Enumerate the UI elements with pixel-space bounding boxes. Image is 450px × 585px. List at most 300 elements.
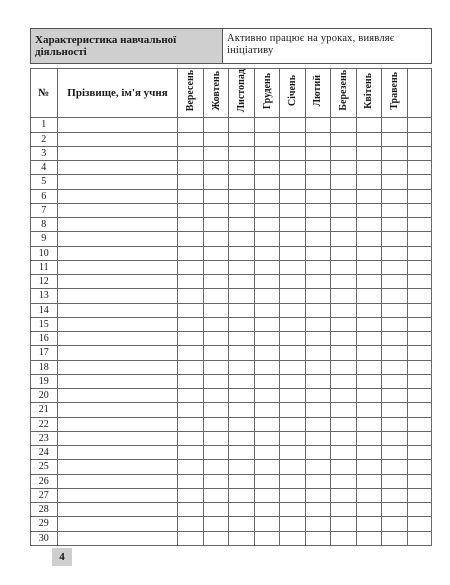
grade-cell: [254, 417, 279, 431]
student-name-cell: [57, 360, 178, 374]
student-name-cell: [57, 517, 178, 531]
student-name-cell: [57, 446, 178, 460]
grade-cell: [331, 517, 356, 531]
grade-cell: [178, 360, 203, 374]
row-number: 15: [31, 317, 58, 331]
row-number: 9: [31, 232, 58, 246]
student-name-cell: [57, 403, 178, 417]
month-label: Лютий: [312, 74, 324, 107]
grade-cell: [203, 488, 228, 502]
row-number: 26: [31, 474, 58, 488]
student-name-cell: [57, 474, 178, 488]
grade-cell: [331, 374, 356, 388]
row-number: 5: [31, 175, 58, 189]
grade-cell: [254, 531, 279, 545]
grade-cell: [382, 118, 407, 132]
grade-cell: [229, 132, 254, 146]
grade-cell: [229, 517, 254, 531]
grade-cell: [254, 232, 279, 246]
grade-cell: [382, 403, 407, 417]
grade-cell: [178, 488, 203, 502]
table-row: [31, 260, 432, 274]
grade-cell: [254, 346, 279, 360]
grade-cell: [280, 275, 305, 289]
month-column-header: [229, 69, 254, 118]
month-label: Січень: [286, 75, 298, 107]
grade-cell: [254, 189, 279, 203]
grade-cell: [178, 474, 203, 488]
grade-cell: [229, 360, 254, 374]
table-row: [31, 460, 432, 474]
row-number: 21: [31, 403, 58, 417]
grade-cell: [407, 374, 431, 388]
grade-cell: [229, 246, 254, 260]
grade-cell: [356, 275, 381, 289]
grade-cell: [280, 431, 305, 445]
grade-cell: [203, 517, 228, 531]
table-header-row: [31, 69, 432, 118]
journal-body: [31, 118, 432, 546]
table-row: [31, 446, 432, 460]
grade-cell: [382, 431, 407, 445]
row-number: 27: [31, 488, 58, 502]
grade-cell: [254, 303, 279, 317]
activity-characteristic: [30, 28, 432, 64]
month-label: Вересень: [185, 69, 197, 112]
grade-cell: [356, 446, 381, 460]
grade-cell: [203, 317, 228, 331]
table-row: [31, 332, 432, 346]
grade-cell: [407, 175, 431, 189]
grade-cell: [382, 189, 407, 203]
grade-cell: [382, 346, 407, 360]
student-name-cell: [57, 531, 178, 545]
grade-cell: [178, 246, 203, 260]
grade-cell: [407, 460, 431, 474]
grade-cell: [280, 146, 305, 160]
table-row: [31, 303, 432, 317]
grade-cell: [305, 389, 330, 403]
grade-cell: [229, 460, 254, 474]
grade-cell: [331, 275, 356, 289]
grade-cell: [280, 474, 305, 488]
grade-cell: [229, 260, 254, 274]
student-name-cell: [57, 303, 178, 317]
grade-cell: [203, 146, 228, 160]
grade-cell: [203, 203, 228, 217]
grade-cell: [229, 488, 254, 502]
grade-cell: [254, 431, 279, 445]
grade-cell: [203, 275, 228, 289]
grade-cell: [305, 260, 330, 274]
grade-cell: [280, 118, 305, 132]
grade-cell: [382, 175, 407, 189]
table-row: [31, 346, 432, 360]
grade-cell: [178, 517, 203, 531]
grade-cell: [407, 488, 431, 502]
empty-column-header: [407, 69, 431, 118]
grade-cell: [356, 503, 381, 517]
grade-cell: [280, 161, 305, 175]
student-name-cell: [57, 503, 178, 517]
grade-cell: [331, 346, 356, 360]
grade-cell: [331, 232, 356, 246]
grade-cell: [229, 474, 254, 488]
grade-cell: [229, 175, 254, 189]
table-row: [31, 417, 432, 431]
grade-cell: [382, 246, 407, 260]
grade-cell: [356, 203, 381, 217]
grade-cell: [331, 488, 356, 502]
grade-cell: [305, 232, 330, 246]
grade-cell: [203, 175, 228, 189]
grade-cell: [356, 317, 381, 331]
grade-cell: [407, 246, 431, 260]
grade-cell: [356, 132, 381, 146]
grade-cell: [305, 417, 330, 431]
grade-cell: [407, 531, 431, 545]
grade-cell: [305, 203, 330, 217]
grade-cell: [254, 132, 279, 146]
grade-cell: [331, 303, 356, 317]
grade-cell: [407, 431, 431, 445]
grade-cell: [331, 203, 356, 217]
student-name-cell: [57, 218, 178, 232]
grade-cell: [229, 203, 254, 217]
grade-cell: [229, 303, 254, 317]
row-number: 10: [31, 246, 58, 260]
student-name-cell: [57, 460, 178, 474]
grade-cell: [305, 517, 330, 531]
grade-cell: [382, 517, 407, 531]
grade-cell: [254, 175, 279, 189]
table-row: [31, 146, 432, 160]
grade-cell: [305, 332, 330, 346]
grade-cell: [203, 303, 228, 317]
grade-cell: [229, 317, 254, 331]
grade-cell: [356, 431, 381, 445]
table-row: [31, 517, 432, 531]
grade-cell: [178, 431, 203, 445]
grade-cell: [331, 403, 356, 417]
grade-cell: [203, 132, 228, 146]
grade-cell: [280, 503, 305, 517]
grade-cell: [254, 146, 279, 160]
grade-cell: [254, 360, 279, 374]
grade-cell: [382, 132, 407, 146]
table-row: [31, 118, 432, 132]
characteristic-value: Активно працює на уроках, виявляє ініціативу: [227, 33, 395, 56]
grade-cell: [280, 517, 305, 531]
grade-cell: [305, 146, 330, 160]
grade-cell: [407, 346, 431, 360]
grade-cell: [356, 488, 381, 502]
grade-cell: [178, 132, 203, 146]
grade-cell: [305, 118, 330, 132]
grade-cell: [254, 503, 279, 517]
grade-cell: [178, 218, 203, 232]
grade-cell: [407, 232, 431, 246]
grade-cell: [254, 474, 279, 488]
row-number: 6: [31, 189, 58, 203]
grade-cell: [382, 289, 407, 303]
month-label: Квітень: [363, 72, 375, 109]
student-name-cell: [57, 332, 178, 346]
grade-cell: [331, 146, 356, 160]
grade-cell: [331, 460, 356, 474]
month-label: Жовтень: [210, 70, 222, 111]
grade-cell: [356, 289, 381, 303]
month-column-header: [280, 69, 305, 118]
grade-cell: [382, 446, 407, 460]
grade-cell: [280, 317, 305, 331]
characteristic-label: Характеристика навчальної діяльності: [31, 29, 223, 63]
grade-cell: [382, 275, 407, 289]
grade-cell: [254, 289, 279, 303]
grade-cell: [305, 460, 330, 474]
student-name-cell: [57, 175, 178, 189]
grade-cell: [331, 118, 356, 132]
grade-cell: [203, 289, 228, 303]
grade-cell: [229, 446, 254, 460]
grade-cell: [280, 332, 305, 346]
number-column-header: №: [31, 69, 58, 118]
grade-cell: [254, 389, 279, 403]
row-number: 19: [31, 374, 58, 388]
grade-cell: [280, 289, 305, 303]
grade-cell: [178, 332, 203, 346]
row-number: 4: [31, 161, 58, 175]
grade-cell: [382, 203, 407, 217]
grade-cell: [305, 161, 330, 175]
grade-cell: [229, 374, 254, 388]
grade-cell: [331, 446, 356, 460]
grade-cell: [229, 389, 254, 403]
grade-cell: [356, 346, 381, 360]
grade-cell: [203, 189, 228, 203]
student-name-cell: [57, 260, 178, 274]
student-name-column-header: Прізвище, ім'я учня: [57, 69, 178, 118]
table-row: [31, 232, 432, 246]
grade-cell: [305, 189, 330, 203]
row-number: 12: [31, 275, 58, 289]
grade-cell: [382, 389, 407, 403]
grade-cell: [331, 189, 356, 203]
row-number: 13: [31, 289, 58, 303]
table-row: [31, 161, 432, 175]
grade-cell: [382, 317, 407, 331]
grade-cell: [203, 446, 228, 460]
grade-cell: [280, 460, 305, 474]
table-row: [31, 374, 432, 388]
grade-cell: [305, 531, 330, 545]
student-name-cell: [57, 417, 178, 431]
grade-cell: [331, 332, 356, 346]
grade-cell: [280, 389, 305, 403]
grade-cell: [254, 446, 279, 460]
grade-cell: [229, 232, 254, 246]
student-name-cell: [57, 161, 178, 175]
grade-cell: [305, 132, 330, 146]
row-number: 16: [31, 332, 58, 346]
grade-cell: [203, 417, 228, 431]
row-number: 29: [31, 517, 58, 531]
grade-cell: [331, 360, 356, 374]
month-column-header: [178, 69, 203, 118]
student-name-cell: [57, 346, 178, 360]
row-number: 3: [31, 146, 58, 160]
grade-cell: [305, 218, 330, 232]
grade-cell: [280, 360, 305, 374]
row-number: 30: [31, 531, 58, 545]
grade-cell: [178, 317, 203, 331]
grade-cell: [305, 303, 330, 317]
grade-cell: [254, 260, 279, 274]
grade-cell: [382, 374, 407, 388]
page-number: 4: [52, 548, 72, 566]
grade-cell: [356, 360, 381, 374]
table-row: [31, 175, 432, 189]
row-number: 23: [31, 431, 58, 445]
row-number: 8: [31, 218, 58, 232]
student-name-cell: [57, 374, 178, 388]
grade-cell: [254, 317, 279, 331]
row-number: 28: [31, 503, 58, 517]
grade-cell: [280, 260, 305, 274]
table-row: [31, 431, 432, 445]
grade-cell: [254, 161, 279, 175]
grade-cell: [305, 488, 330, 502]
table-row: [31, 189, 432, 203]
grade-cell: [407, 303, 431, 317]
student-name-cell: [57, 132, 178, 146]
row-number: 17: [31, 346, 58, 360]
grade-cell: [331, 132, 356, 146]
grade-cell: [331, 474, 356, 488]
grade-cell: [305, 246, 330, 260]
grade-cell: [203, 346, 228, 360]
student-name-cell: [57, 389, 178, 403]
grade-cell: [305, 275, 330, 289]
grade-cell: [203, 118, 228, 132]
grade-cell: [331, 431, 356, 445]
grade-cell: [407, 446, 431, 460]
grade-cell: [178, 446, 203, 460]
grade-cell: [305, 374, 330, 388]
grade-cell: [356, 460, 381, 474]
grade-cell: [356, 118, 381, 132]
grade-cell: [280, 246, 305, 260]
table-row: [31, 403, 432, 417]
grade-cell: [356, 189, 381, 203]
grade-cell: [356, 474, 381, 488]
grade-cell: [382, 460, 407, 474]
row-number: 24: [31, 446, 58, 460]
grade-cell: [203, 232, 228, 246]
month-column-header: [254, 69, 279, 118]
grade-cell: [407, 317, 431, 331]
grade-cell: [382, 232, 407, 246]
month-column-header: [356, 69, 381, 118]
grade-cell: [407, 118, 431, 132]
grade-cell: [407, 189, 431, 203]
grade-cell: [229, 118, 254, 132]
grade-cell: [203, 474, 228, 488]
grade-cell: [178, 417, 203, 431]
grade-cell: [203, 431, 228, 445]
grade-cell: [203, 531, 228, 545]
row-number: 1: [31, 118, 58, 132]
grade-cell: [305, 175, 330, 189]
grade-cell: [305, 446, 330, 460]
grade-cell: [254, 403, 279, 417]
grade-cell: [254, 118, 279, 132]
grade-cell: [254, 203, 279, 217]
grade-cell: [356, 531, 381, 545]
grade-cell: [229, 146, 254, 160]
grade-cell: [382, 146, 407, 160]
grade-cell: [331, 289, 356, 303]
grade-cell: [305, 474, 330, 488]
row-number: 7: [31, 203, 58, 217]
grade-cell: [229, 531, 254, 545]
table-row: [31, 317, 432, 331]
grade-cell: [229, 346, 254, 360]
grade-cell: [203, 260, 228, 274]
grade-cell: [178, 203, 203, 217]
grade-cell: [178, 175, 203, 189]
student-name-cell: [57, 232, 178, 246]
grade-cell: [178, 346, 203, 360]
row-number: 18: [31, 360, 58, 374]
grade-cell: [280, 346, 305, 360]
grade-cell: [407, 503, 431, 517]
grade-cell: [203, 246, 228, 260]
grade-cell: [356, 332, 381, 346]
grade-cell: [331, 317, 356, 331]
grade-cell: [229, 332, 254, 346]
grade-cell: [178, 232, 203, 246]
grade-cell: [280, 189, 305, 203]
row-number: 11: [31, 260, 58, 274]
grade-cell: [356, 218, 381, 232]
grade-cell: [407, 403, 431, 417]
grade-cell: [178, 146, 203, 160]
grade-cell: [407, 218, 431, 232]
grade-cell: [382, 360, 407, 374]
grade-cell: [305, 503, 330, 517]
grade-cell: [178, 460, 203, 474]
grade-cell: [229, 161, 254, 175]
row-number: 20: [31, 389, 58, 403]
grade-cell: [382, 332, 407, 346]
grade-cell: [280, 531, 305, 545]
grade-cell: [305, 346, 330, 360]
grade-cell: [356, 260, 381, 274]
grade-cell: [280, 488, 305, 502]
grade-cell: [407, 360, 431, 374]
grade-cell: [356, 246, 381, 260]
grade-cell: [178, 389, 203, 403]
grade-cell: [356, 517, 381, 531]
grade-cell: [203, 403, 228, 417]
grade-cell: [280, 203, 305, 217]
grade-cell: [254, 218, 279, 232]
grade-cell: [407, 389, 431, 403]
grade-cell: [203, 389, 228, 403]
grade-cell: [356, 403, 381, 417]
grade-cell: [407, 260, 431, 274]
